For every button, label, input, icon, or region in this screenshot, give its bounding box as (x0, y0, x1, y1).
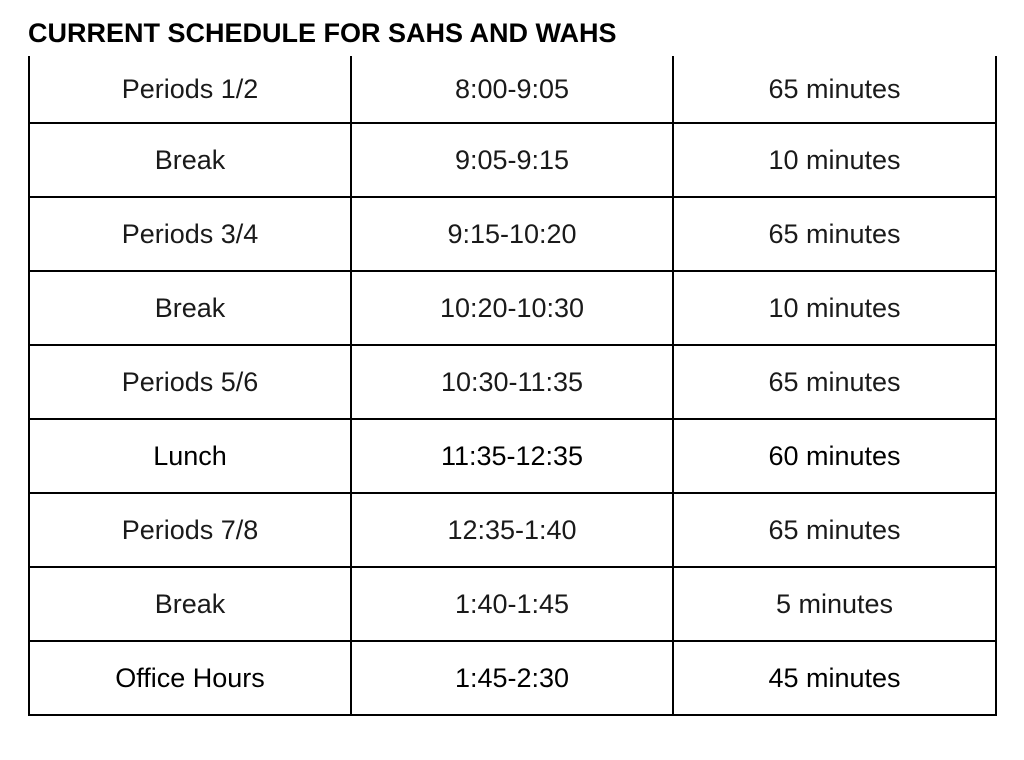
table-row (29, 56, 996, 123)
duration-cell: 45 minutes (673, 641, 996, 715)
block-cell: Break (29, 123, 351, 197)
table-row (29, 641, 996, 715)
time-cell: 8:00-9:05 (351, 56, 673, 123)
block-cell: Break (29, 567, 351, 641)
table-row (29, 493, 996, 567)
duration-cell: 10 minutes (673, 271, 996, 345)
block-cell: Periods 5/6 (29, 345, 351, 419)
page-title: CURRENT SCHEDULE FOR SAHS AND WAHS (28, 18, 617, 48)
time-cell: 1:40-1:45 (351, 567, 673, 641)
duration-cell: 5 minutes (673, 567, 996, 641)
duration-cell: 60 minutes (673, 419, 996, 493)
block-cell: Lunch (29, 419, 351, 493)
duration-cell: 65 minutes (673, 197, 996, 271)
block-cell: Periods 3/4 (29, 197, 351, 271)
duration-cell: 10 minutes (673, 123, 996, 197)
block-cell: Break (29, 271, 351, 345)
table-row (29, 419, 996, 493)
time-cell: 9:05-9:15 (351, 123, 673, 197)
table-row (29, 345, 996, 419)
duration-cell: 65 minutes (673, 345, 996, 419)
time-cell: 10:30-11:35 (351, 345, 673, 419)
schedule-table (28, 56, 997, 716)
table-row (29, 123, 996, 197)
time-cell: 1:45-2:30 (351, 641, 673, 715)
time-cell: 12:35-1:40 (351, 493, 673, 567)
time-cell: 9:15-10:20 (351, 197, 673, 271)
time-cell: 11:35-12:35 (351, 419, 673, 493)
duration-cell: 65 minutes (673, 493, 996, 567)
table-row (29, 271, 996, 345)
table-row (29, 567, 996, 641)
time-cell: 10:20-10:30 (351, 271, 673, 345)
block-cell: Periods 7/8 (29, 493, 351, 567)
table-row (29, 197, 996, 271)
duration-cell: 65 minutes (673, 56, 996, 123)
block-cell: Office Hours (29, 641, 351, 715)
block-cell: Periods 1/2 (29, 56, 351, 123)
